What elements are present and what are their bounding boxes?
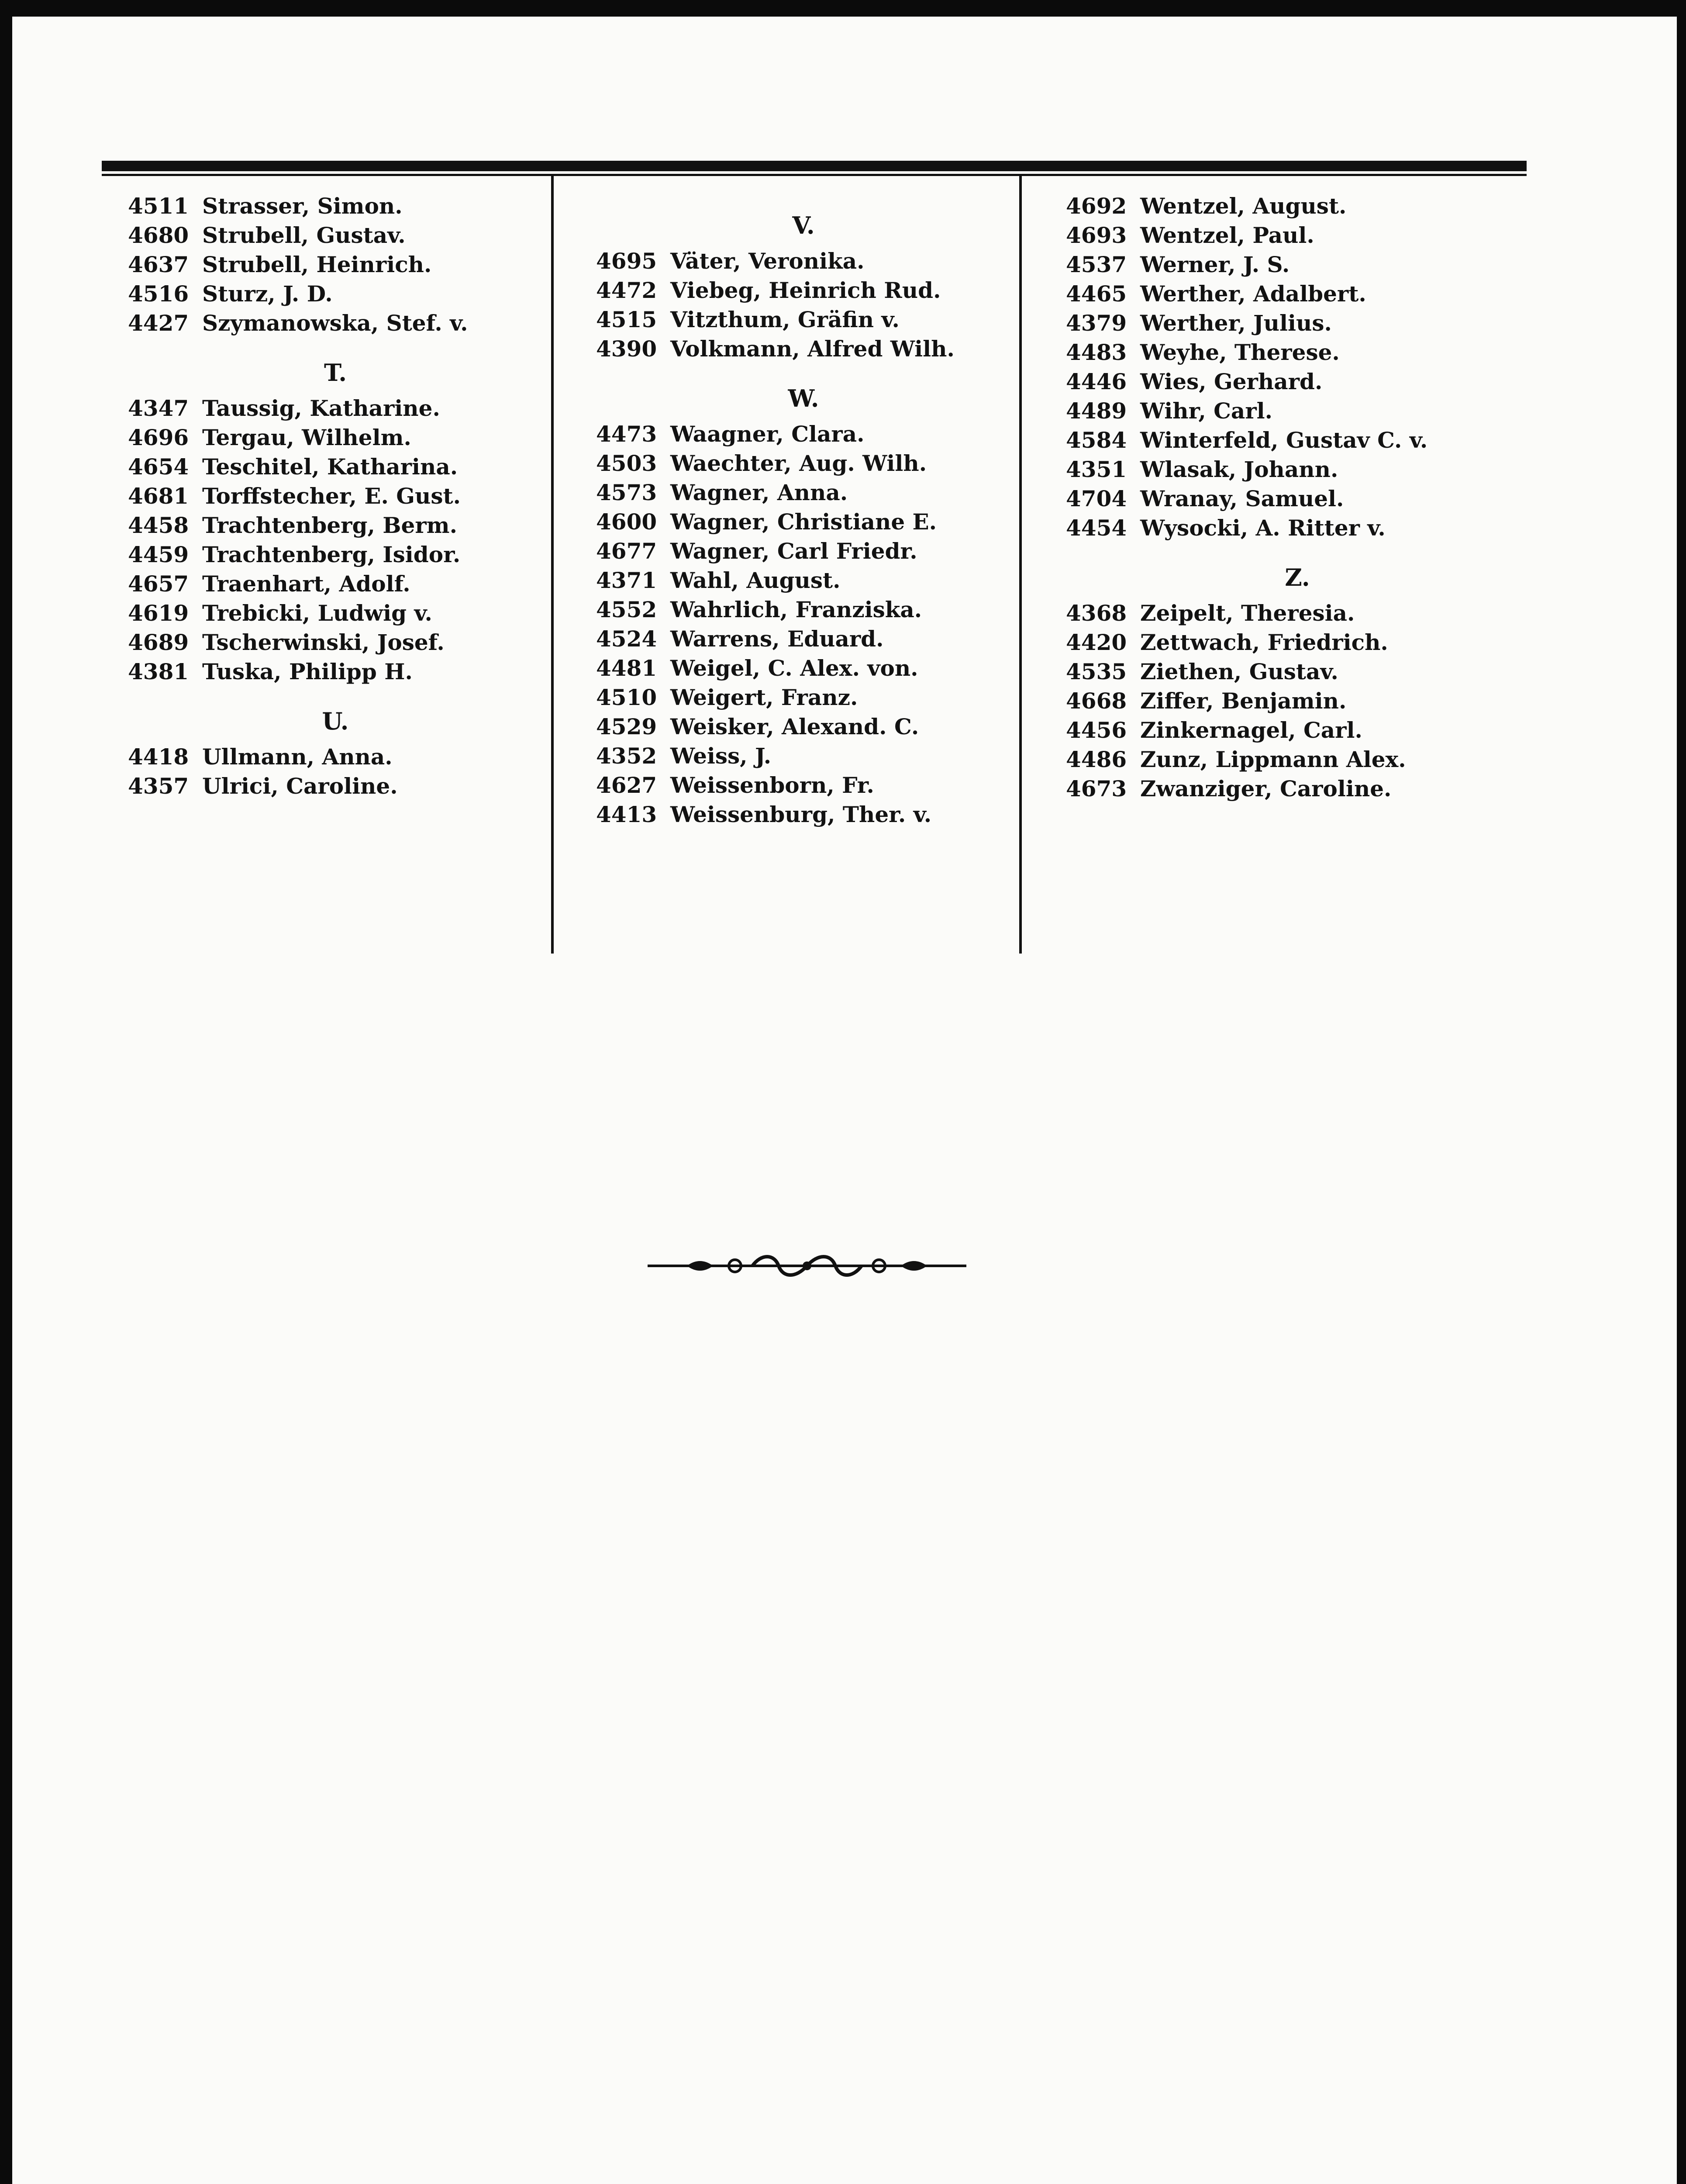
- section-gap: [596, 363, 1011, 384]
- heading-gap: [596, 413, 1011, 419]
- entry-number: 4619: [128, 600, 189, 626]
- entry-name: Zettwach, Friedrich.: [1140, 629, 1388, 655]
- index-entry: [596, 566, 1011, 595]
- entry-name: Wysocki, A. Ritter v.: [1140, 515, 1386, 541]
- section-letter-heading: Z.: [1285, 563, 1310, 591]
- index-entry: [128, 742, 543, 771]
- entry-number: 4680: [128, 222, 189, 248]
- index-entry: [128, 598, 543, 628]
- index-entry: [128, 481, 543, 511]
- entry-number: 4692: [1066, 193, 1127, 219]
- index-entry: [1066, 338, 1529, 367]
- index-entry: [128, 423, 543, 452]
- index-entry: [1066, 396, 1529, 425]
- entry-name: Zeipelt, Theresia.: [1140, 600, 1355, 626]
- entry-name: Tergau, Wilhelm.: [202, 425, 411, 450]
- entry-name: Wies, Gerhard.: [1140, 369, 1323, 394]
- entry-number: 4681: [128, 483, 189, 509]
- entry-name: Weissenburg, Ther. v.: [670, 802, 932, 827]
- entry-name: Szymanowska, Stef. v.: [202, 310, 468, 336]
- index-column-1: [128, 191, 543, 801]
- index-entry: [1066, 191, 1529, 221]
- index-entry: [128, 771, 543, 801]
- page: [12, 17, 1677, 2184]
- entry-name: Traenhart, Adolf.: [202, 571, 410, 597]
- entry-number: 4459: [128, 542, 189, 567]
- heading-gap: [128, 387, 543, 394]
- entry-number: 4347: [128, 395, 189, 421]
- entry-name: Taussig, Katharine.: [202, 395, 440, 421]
- entry-number: 4379: [1066, 310, 1127, 336]
- index-entry: [596, 334, 1011, 363]
- entry-name: Wagner, Christiane E.: [670, 509, 937, 535]
- section-letter-heading: T.: [324, 359, 347, 387]
- index-entry: [1066, 513, 1529, 543]
- index-entry: [596, 276, 1011, 305]
- index-entry: [1066, 250, 1529, 279]
- entry-name: Strubell, Heinrich.: [202, 252, 432, 277]
- entry-number: 4503: [596, 450, 657, 476]
- entry-number: 4529: [596, 714, 657, 740]
- index-entry: [1066, 455, 1529, 484]
- index-entry: [128, 191, 543, 221]
- entry-name: Ulrici, Caroline.: [202, 773, 398, 799]
- entry-number: 4552: [596, 597, 657, 622]
- index-entry: [128, 250, 543, 279]
- index-entry: [596, 595, 1011, 624]
- entry-number: 4511: [128, 193, 189, 219]
- index-entry: [596, 305, 1011, 334]
- entry-number: 4413: [596, 802, 657, 827]
- entry-number: 4465: [1066, 281, 1127, 307]
- index-entry: [1066, 367, 1529, 396]
- entry-name: Waagner, Clara.: [670, 421, 865, 447]
- heading-gap: [1066, 592, 1529, 598]
- index-entry: [128, 511, 543, 540]
- entry-name: Viebeg, Heinrich Rud.: [670, 277, 941, 303]
- entry-number: 4627: [596, 772, 657, 798]
- entry-number: 4489: [1066, 398, 1127, 424]
- entry-number: 4657: [128, 571, 189, 597]
- entry-number: 4704: [1066, 486, 1127, 511]
- entry-number: 4535: [1066, 659, 1127, 684]
- index-entry: [1066, 308, 1529, 338]
- index-entry: [1066, 279, 1529, 308]
- entry-name: Weigert, Franz.: [670, 684, 858, 710]
- entry-name: Wahrlich, Franziska.: [670, 597, 922, 622]
- entry-name: Tscherwinski, Josef.: [202, 629, 445, 655]
- entry-name: Winterfeld, Gustav C. v.: [1140, 427, 1428, 453]
- entry-number: 4695: [596, 248, 657, 274]
- entry-name: Zinkernagel, Carl.: [1140, 717, 1362, 743]
- index-entry: [1066, 686, 1529, 715]
- entry-name: Ullmann, Anna.: [202, 744, 393, 770]
- entry-number: 4472: [596, 277, 657, 303]
- entry-number: 4483: [1066, 339, 1127, 365]
- entry-name: Väter, Veronika.: [670, 248, 865, 274]
- entry-name: Weiss, J.: [670, 743, 772, 769]
- index-entry: [596, 536, 1011, 566]
- index-entry: [128, 540, 543, 569]
- index-entry: [1066, 425, 1529, 455]
- entry-name: Warrens, Eduard.: [670, 626, 884, 652]
- index-entry: [1066, 221, 1529, 250]
- entry-name: Werner, J. S.: [1140, 252, 1290, 277]
- index-entry: [1066, 484, 1529, 513]
- entry-number: 4600: [596, 509, 657, 535]
- entry-name: Vitzthum, Gräfin v.: [670, 307, 900, 332]
- entry-number: 4654: [128, 454, 189, 480]
- entry-number: 4456: [1066, 717, 1127, 743]
- entry-name: Zunz, Lippmann Alex.: [1140, 746, 1406, 772]
- entry-name: Wlasak, Johann.: [1140, 456, 1338, 482]
- entry-name: Wagner, Anna.: [670, 480, 848, 505]
- entry-name: Ziffer, Benjamin.: [1140, 688, 1347, 714]
- index-entry: [128, 569, 543, 598]
- entry-number: 4668: [1066, 688, 1127, 714]
- entry-name: Wranay, Samuel.: [1140, 486, 1344, 511]
- entry-name: Werther, Julius.: [1140, 310, 1332, 336]
- heading-gap: [128, 736, 543, 742]
- section-gap: [1066, 543, 1529, 563]
- entry-name: Trachtenberg, Isidor.: [202, 542, 461, 567]
- entry-number: 4486: [1066, 746, 1127, 772]
- entry-name: Torffstecher, E. Gust.: [202, 483, 461, 509]
- entry-name: Weissenborn, Fr.: [670, 772, 874, 798]
- entry-number: 4390: [596, 336, 657, 362]
- index-entry: [128, 657, 543, 686]
- entry-number: 4693: [1066, 222, 1127, 248]
- section-letter-heading: W.: [788, 384, 819, 412]
- entry-number: 4473: [596, 421, 657, 447]
- entry-number: 4352: [596, 743, 657, 769]
- entry-name: Volkmann, Alfred Wilh.: [670, 336, 955, 362]
- entry-number: 4573: [596, 480, 657, 505]
- column-divider-right: [1019, 176, 1022, 954]
- index-entry: [596, 800, 1011, 829]
- index-entry: [596, 507, 1011, 536]
- entry-number: 4515: [596, 307, 657, 332]
- entry-number: 4696: [128, 425, 189, 450]
- index-entry: [128, 628, 543, 657]
- entry-number: 4458: [128, 512, 189, 538]
- index-entry: [596, 478, 1011, 507]
- entry-name: Wahl, August.: [670, 567, 841, 593]
- entry-number: 4427: [128, 310, 189, 336]
- entry-number: 4677: [596, 538, 657, 564]
- section-letter-heading: U.: [322, 707, 349, 735]
- entry-name: Wentzel, August.: [1140, 193, 1347, 219]
- entry-number: 4381: [128, 659, 189, 684]
- top-rule: [102, 161, 1527, 171]
- entry-number: 4537: [1066, 252, 1127, 277]
- entry-number: 4454: [1066, 515, 1127, 541]
- section-letter-heading: V.: [792, 211, 815, 239]
- index-entry: [128, 308, 543, 338]
- entry-name: Weigel, C. Alex. von.: [670, 655, 918, 681]
- entry-number: 4357: [128, 773, 189, 799]
- index-entry: [1066, 745, 1529, 774]
- index-entry: [596, 712, 1011, 741]
- entry-number: 4446: [1066, 369, 1127, 394]
- index-entry: [1066, 598, 1529, 628]
- section-gap: [128, 686, 543, 707]
- entry-name: Wagner, Carl Friedr.: [670, 538, 917, 564]
- index-entry: [596, 653, 1011, 683]
- entry-number: 4584: [1066, 427, 1127, 453]
- entry-name: Trebicki, Ludwig v.: [202, 600, 432, 626]
- entry-number: 4524: [596, 626, 657, 652]
- index-entry: [128, 279, 543, 308]
- entry-number: 4637: [128, 252, 189, 277]
- entry-name: Wentzel, Paul.: [1140, 222, 1314, 248]
- entry-name: Tuska, Philipp H.: [202, 659, 413, 684]
- index-entry: [128, 452, 543, 481]
- index-entry: [128, 221, 543, 250]
- index-entry: [128, 394, 543, 423]
- entry-number: 4371: [596, 567, 657, 593]
- entry-number: 4689: [128, 629, 189, 655]
- entry-name: Trachtenberg, Berm.: [202, 512, 457, 538]
- index-column-3: [1066, 191, 1529, 803]
- entry-name: Weyhe, Therese.: [1140, 339, 1340, 365]
- index-entry: [596, 419, 1011, 449]
- index-entry: [1066, 628, 1529, 657]
- entry-number: 4673: [1066, 776, 1127, 802]
- index-entry: [596, 741, 1011, 771]
- entry-name: Weisker, Alexand. C.: [670, 714, 919, 740]
- index-column-2: [596, 211, 1011, 829]
- index-entry: [596, 246, 1011, 276]
- index-entry: [1066, 715, 1529, 745]
- entry-name: Ziethen, Gustav.: [1140, 659, 1338, 684]
- entry-name: Werther, Adalbert.: [1140, 281, 1366, 307]
- entry-number: 4516: [128, 281, 189, 307]
- entry-number: 4368: [1066, 600, 1127, 626]
- entry-name: Strubell, Gustav.: [202, 222, 406, 248]
- index-entry: [1066, 657, 1529, 686]
- section-gap: [128, 338, 543, 358]
- entry-number: 4481: [596, 655, 657, 681]
- entry-number: 4510: [596, 684, 657, 710]
- entry-name: Sturz, J. D.: [202, 281, 333, 307]
- entry-name: Wihr, Carl.: [1140, 398, 1273, 424]
- index-entry: [596, 449, 1011, 478]
- entry-name: Strasser, Simon.: [202, 193, 403, 219]
- index-entry: [596, 683, 1011, 712]
- index-entry: [596, 624, 1011, 653]
- entry-number: 4418: [128, 744, 189, 770]
- entry-number: 4420: [1066, 629, 1127, 655]
- end-ornament: [648, 1253, 966, 1279]
- entry-name: Teschitel, Katharina.: [202, 454, 458, 480]
- column-divider-left: [551, 176, 554, 954]
- entry-name: Zwanziger, Caroline.: [1140, 776, 1392, 802]
- heading-gap: [596, 240, 1011, 246]
- entry-name: Waechter, Aug. Wilh.: [670, 450, 927, 476]
- index-entry: [596, 771, 1011, 800]
- index-entry: [1066, 774, 1529, 803]
- entry-number: 4351: [1066, 456, 1127, 482]
